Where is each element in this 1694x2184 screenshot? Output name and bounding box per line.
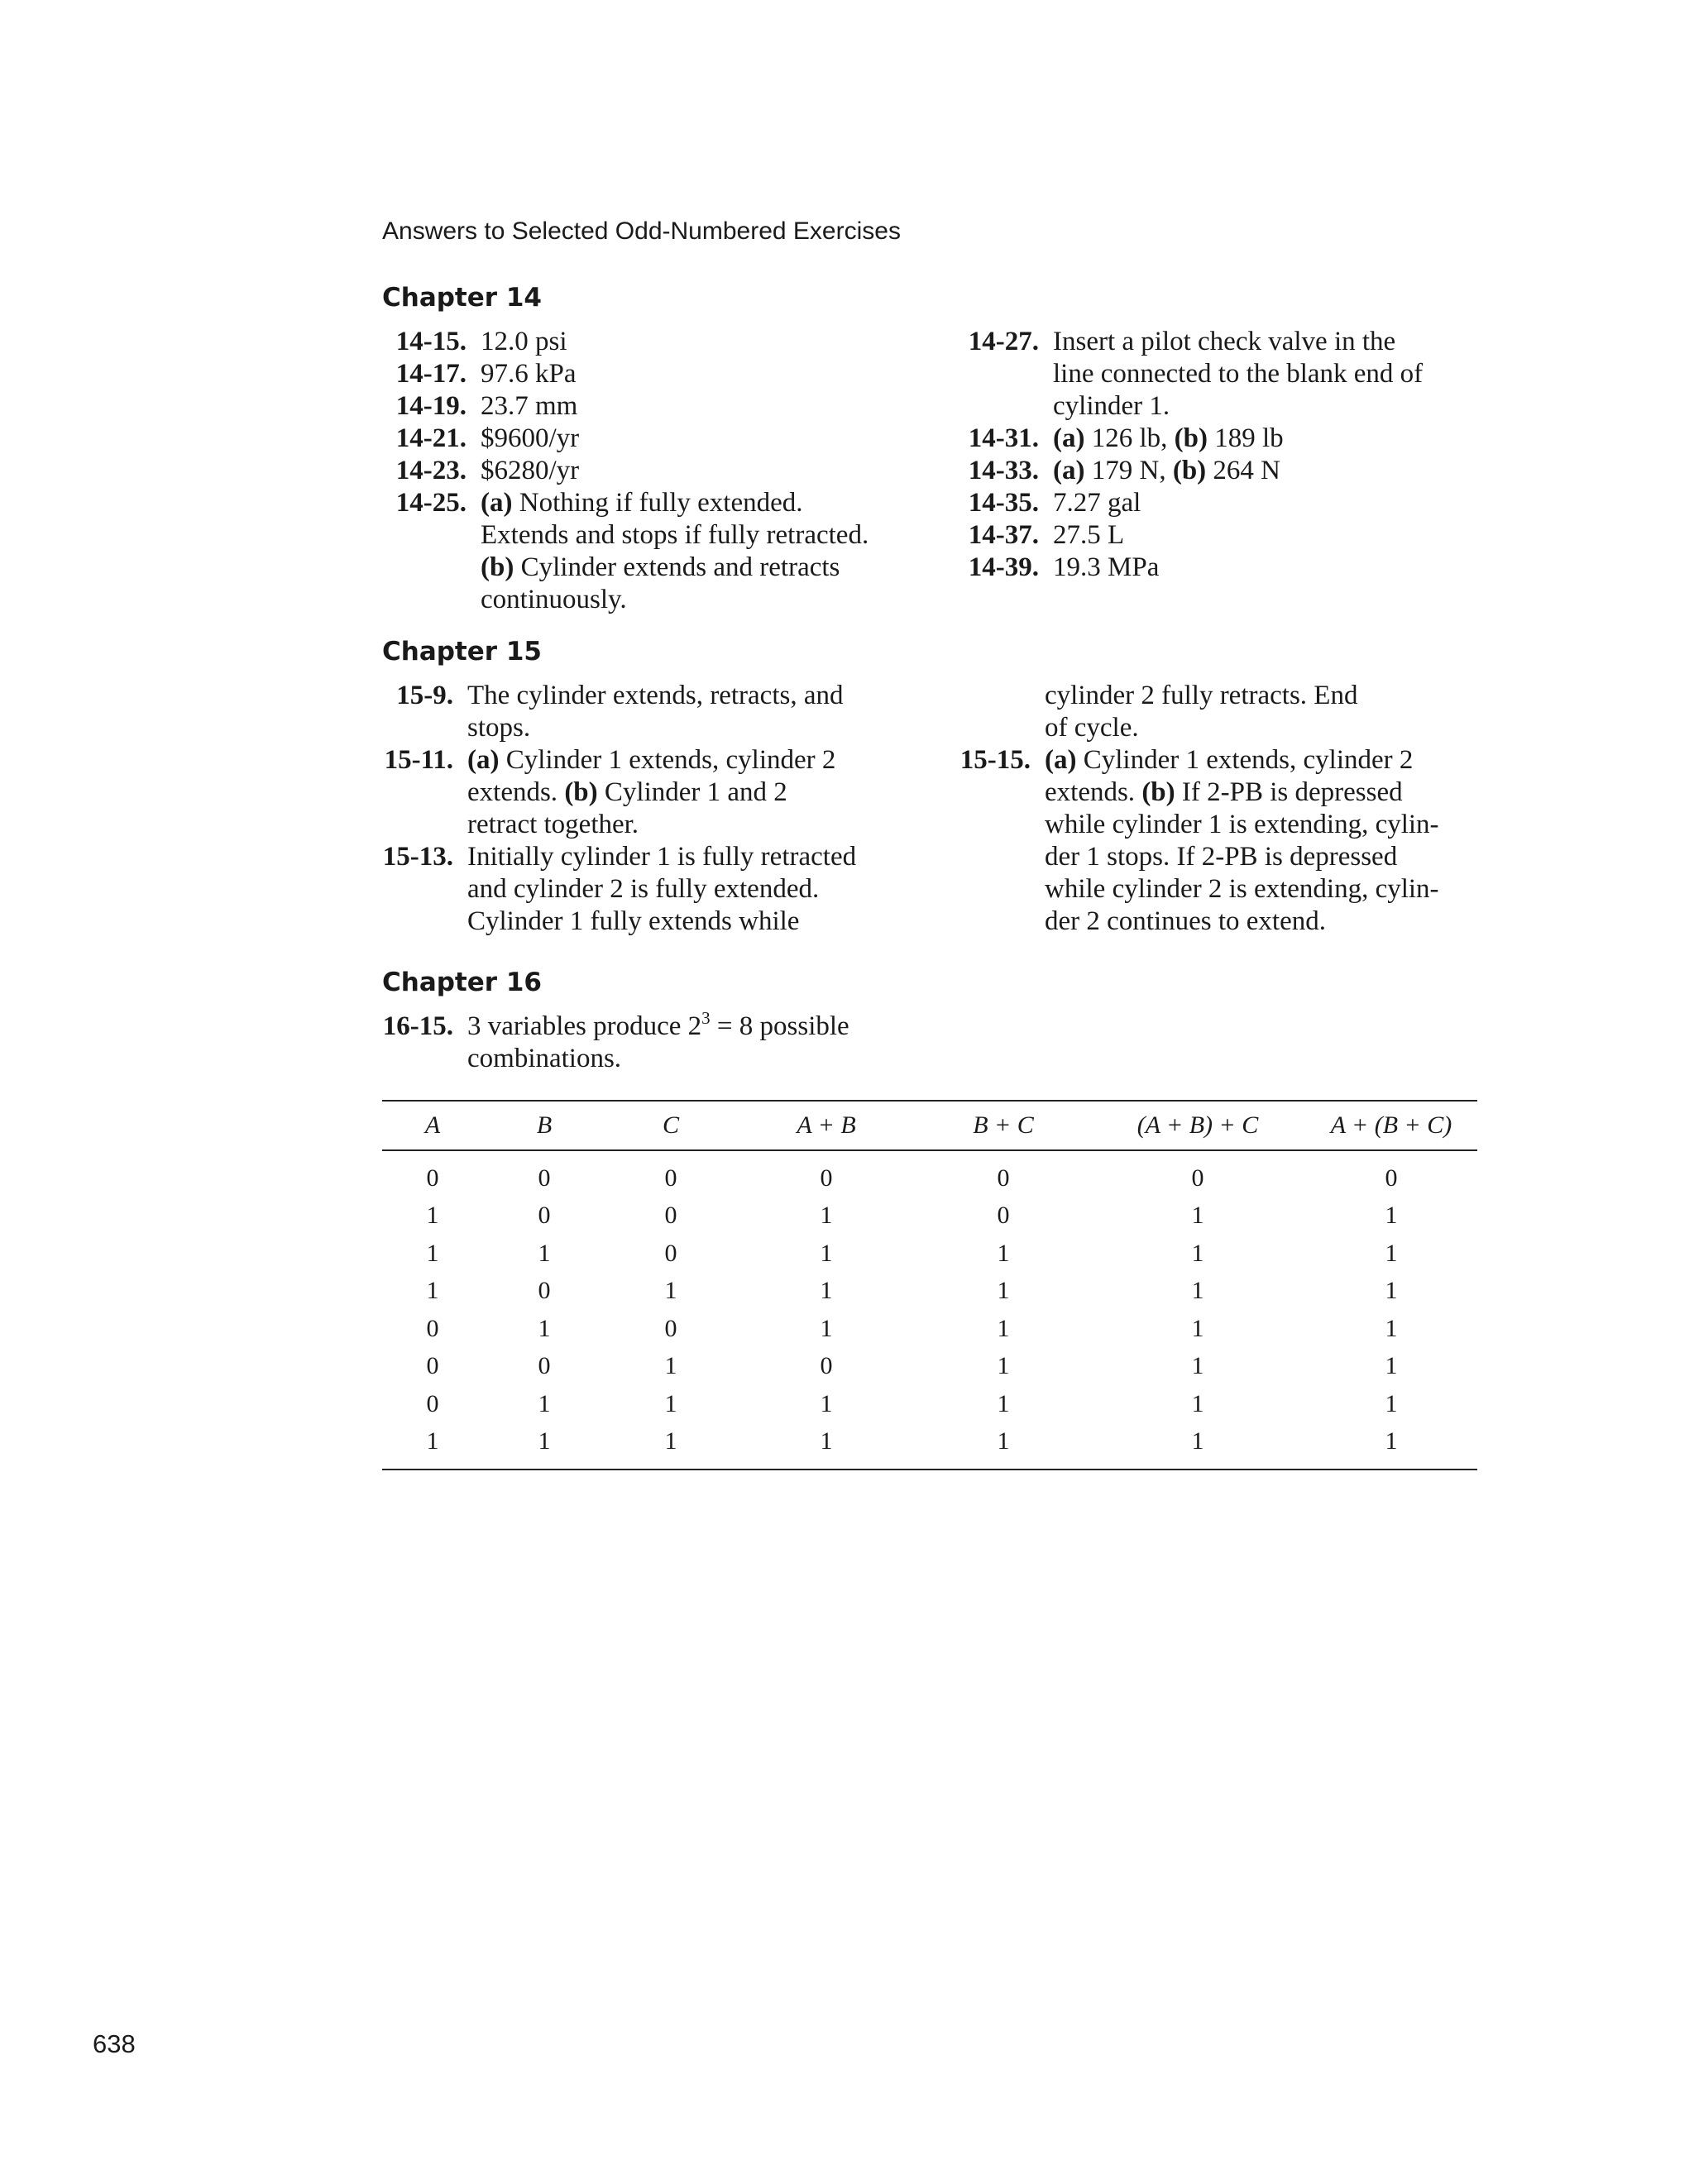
table-header-cell: B: [483, 1101, 605, 1150]
answer-number: 15-11.: [384, 745, 453, 775]
answer-number: 15-13.: [382, 842, 453, 872]
answer-text: (a) Nothing if fully extended. Extends and stops if fully retracted. (b) Cylinder extends and retracts continuously.: [481, 488, 869, 614]
table-cell: 1: [1191, 1314, 1204, 1342]
answer-entry: [382, 680, 856, 744]
answer-entry: [955, 326, 1423, 423]
table-cell: 1: [426, 1277, 439, 1305]
table-cell: 0: [426, 1314, 439, 1342]
table-cell: 1: [664, 1352, 677, 1380]
answer-number: 14-21.: [395, 423, 467, 453]
chapter-14-title: Chapter 14: [382, 283, 542, 313]
running-head: Answers to Selected Odd-Numbered Exercises: [382, 217, 901, 245]
answer-entry: [946, 744, 1439, 938]
table-cell: 1: [538, 1239, 551, 1267]
table-cell: 1: [997, 1352, 1010, 1380]
answer-number: 14-33.: [968, 456, 1039, 485]
answer-number: 15-15.: [959, 745, 1031, 775]
chapter-16-title: Chapter 16: [382, 968, 542, 997]
answer-entry: [382, 744, 856, 841]
table-cell: 1: [664, 1277, 677, 1305]
answer-text: (a) 126 lb, (b) 189 lb: [1053, 423, 1284, 453]
answer-number: 14-35.: [968, 488, 1039, 518]
answer-text: (a) Cylinder 1 extends, cylinder 2 extends. (b) If 2-PB is depressed while cylinder 1 is extending, cylin- der 1 stops. If 2-PB is depressed while cylinder 2 is extending, cylin- der 2 continues to extend.: [1045, 745, 1439, 936]
answer-text: 27.5 L: [1053, 520, 1125, 550]
answer-number: 14-23.: [395, 456, 467, 485]
table-cell: 1: [664, 1389, 677, 1417]
answer-number: 14-39.: [968, 552, 1039, 582]
answer-number: 16-15.: [382, 1011, 453, 1041]
answer-text: $9600/yr: [481, 423, 580, 453]
table-cell: 1: [820, 1314, 833, 1342]
answer-entry: [382, 390, 869, 423]
table-cell: 0: [1385, 1164, 1398, 1192]
table-cell: 0: [538, 1277, 551, 1305]
table-row: [382, 1197, 1477, 1235]
answer-entry: [382, 1008, 849, 1075]
answer-text: The cylinder extends, retracts, and stops.: [467, 681, 844, 743]
table-cell: 1: [1191, 1202, 1204, 1230]
answer-entry: [382, 841, 856, 938]
answer-text: $6280/yr: [481, 456, 580, 485]
table-header-cell: (A + B) + C: [1090, 1101, 1305, 1150]
table-cell: 1: [1385, 1277, 1398, 1305]
table-row: [382, 1235, 1477, 1273]
table-cell: 0: [538, 1164, 551, 1192]
answer-text: 7.27 gal: [1053, 488, 1141, 518]
table-cell: 1: [820, 1239, 833, 1267]
answer-number: 14-27.: [968, 327, 1039, 356]
truth-table-body: [382, 1150, 1477, 1470]
answer-number: 14-15.: [395, 327, 467, 356]
table-cell: 1: [997, 1277, 1010, 1305]
chapter-15-left-column: [382, 680, 856, 938]
table-cell: 1: [1385, 1427, 1398, 1455]
answer-text: (a) Cylinder 1 extends, cylinder 2 extends. (b) Cylinder 1 and 2 retract together.: [467, 745, 836, 839]
table-cell: 1: [664, 1427, 677, 1455]
table-cell: 0: [426, 1352, 439, 1380]
table-cell: 1: [1385, 1389, 1398, 1417]
table-cell: 1: [820, 1277, 833, 1305]
answer-entry: [946, 680, 1439, 744]
table-cell: 0: [1191, 1164, 1204, 1192]
table-cell: 1: [1385, 1314, 1398, 1342]
table-cell: 0: [664, 1164, 677, 1192]
table-cell: 1: [997, 1389, 1010, 1417]
answer-entry: [955, 487, 1423, 519]
table-cell: 1: [1191, 1239, 1204, 1267]
answer-entry: [382, 358, 869, 390]
table-cell: 1: [1385, 1352, 1398, 1380]
answer-number: 14-25.: [395, 488, 467, 518]
table-cell: 0: [538, 1352, 551, 1380]
table-cell: 0: [997, 1164, 1010, 1192]
answer-text: Insert a pilot check valve in the line connected to the blank end of cylinder 1.: [1053, 327, 1424, 421]
truth-table-header: [382, 1101, 1477, 1150]
table-cell: 1: [820, 1427, 833, 1455]
table-cell: 1: [997, 1427, 1010, 1455]
table-cell: 1: [1385, 1202, 1398, 1230]
table-cell: 1: [1191, 1277, 1204, 1305]
table-cell: 1: [997, 1239, 1010, 1267]
answer-number: 14-19.: [395, 391, 467, 421]
table-cell: 0: [997, 1202, 1010, 1230]
answer-entry: [955, 455, 1423, 487]
table-row: [382, 1348, 1477, 1386]
table-row: [382, 1423, 1477, 1470]
table-cell: 1: [538, 1427, 551, 1455]
table-cell: 0: [426, 1389, 439, 1417]
answer-text: Initially cylinder 1 is fully retracted and cylinder 2 is fully extended. Cylinder 1 fully extends while: [467, 842, 857, 936]
answer-entry: [955, 519, 1423, 552]
table-cell: 0: [664, 1202, 677, 1230]
table-cell: 0: [664, 1314, 677, 1342]
table-cell: 1: [1191, 1389, 1204, 1417]
chapter-14-left-column: [382, 326, 869, 616]
table-cell: 1: [538, 1314, 551, 1342]
table-cell: 0: [664, 1239, 677, 1267]
table-row: [382, 1385, 1477, 1423]
answer-entry: [955, 423, 1423, 455]
table-cell: 1: [426, 1239, 439, 1267]
table-row: [382, 1273, 1477, 1311]
answer-text: cylinder 2 fully retracts. End of cycle.: [1045, 681, 1358, 743]
table-header-cell: A: [382, 1101, 483, 1150]
answer-text: (a) 179 N, (b) 264 N: [1053, 456, 1281, 485]
table-header-cell: C: [605, 1101, 736, 1150]
table-cell: 1: [820, 1389, 833, 1417]
answer-text: 12.0 psi: [481, 327, 567, 356]
table-header-cell: A + (B + C): [1305, 1101, 1477, 1150]
answer-text: 97.6 kPa: [481, 359, 577, 389]
table-cell: 0: [820, 1164, 833, 1192]
chapter-15-title: Chapter 15: [382, 637, 542, 667]
chapter-14-right-column: [955, 326, 1423, 584]
answer-entry: [955, 552, 1423, 584]
page-number: 638: [93, 2029, 136, 2058]
answer-entry: [382, 326, 869, 358]
truth-table: [382, 1100, 1477, 1470]
table-cell: 1: [1385, 1239, 1398, 1267]
table-header-cell: A + B: [736, 1101, 916, 1150]
table-cell: 0: [426, 1164, 439, 1192]
answer-number: 14-31.: [968, 423, 1039, 453]
answer-number: 14-17.: [395, 359, 467, 389]
table-row: [382, 1150, 1477, 1197]
table-cell: 1: [1191, 1427, 1204, 1455]
answer-text: 19.3 MPa: [1053, 552, 1160, 582]
answer-text: 23.7 mm: [481, 391, 578, 421]
answer-number: 15-9.: [396, 681, 453, 710]
table-cell: 1: [820, 1202, 833, 1230]
chapter-15-right-column: [946, 680, 1439, 938]
table-cell: 1: [426, 1202, 439, 1230]
table-cell: 1: [426, 1427, 439, 1455]
answer-entry: [382, 455, 869, 487]
chapter-16-left-column: [382, 1008, 849, 1075]
table-header-cell: B + C: [916, 1101, 1090, 1150]
answer-entry: [382, 423, 869, 455]
table-cell: 0: [538, 1202, 551, 1230]
table-cell: 1: [997, 1314, 1010, 1342]
answer-number: [946, 680, 1031, 744]
answer-entry: [382, 487, 869, 616]
answer-number: 14-37.: [968, 520, 1039, 550]
table-cell: 1: [538, 1389, 551, 1417]
table-cell: 0: [820, 1352, 833, 1380]
answer-text: 3 variables produce $2^3 = 8$ possible combinations.: [467, 1008, 849, 1073]
table-cell: 1: [1191, 1352, 1204, 1380]
table-row: [382, 1310, 1477, 1348]
